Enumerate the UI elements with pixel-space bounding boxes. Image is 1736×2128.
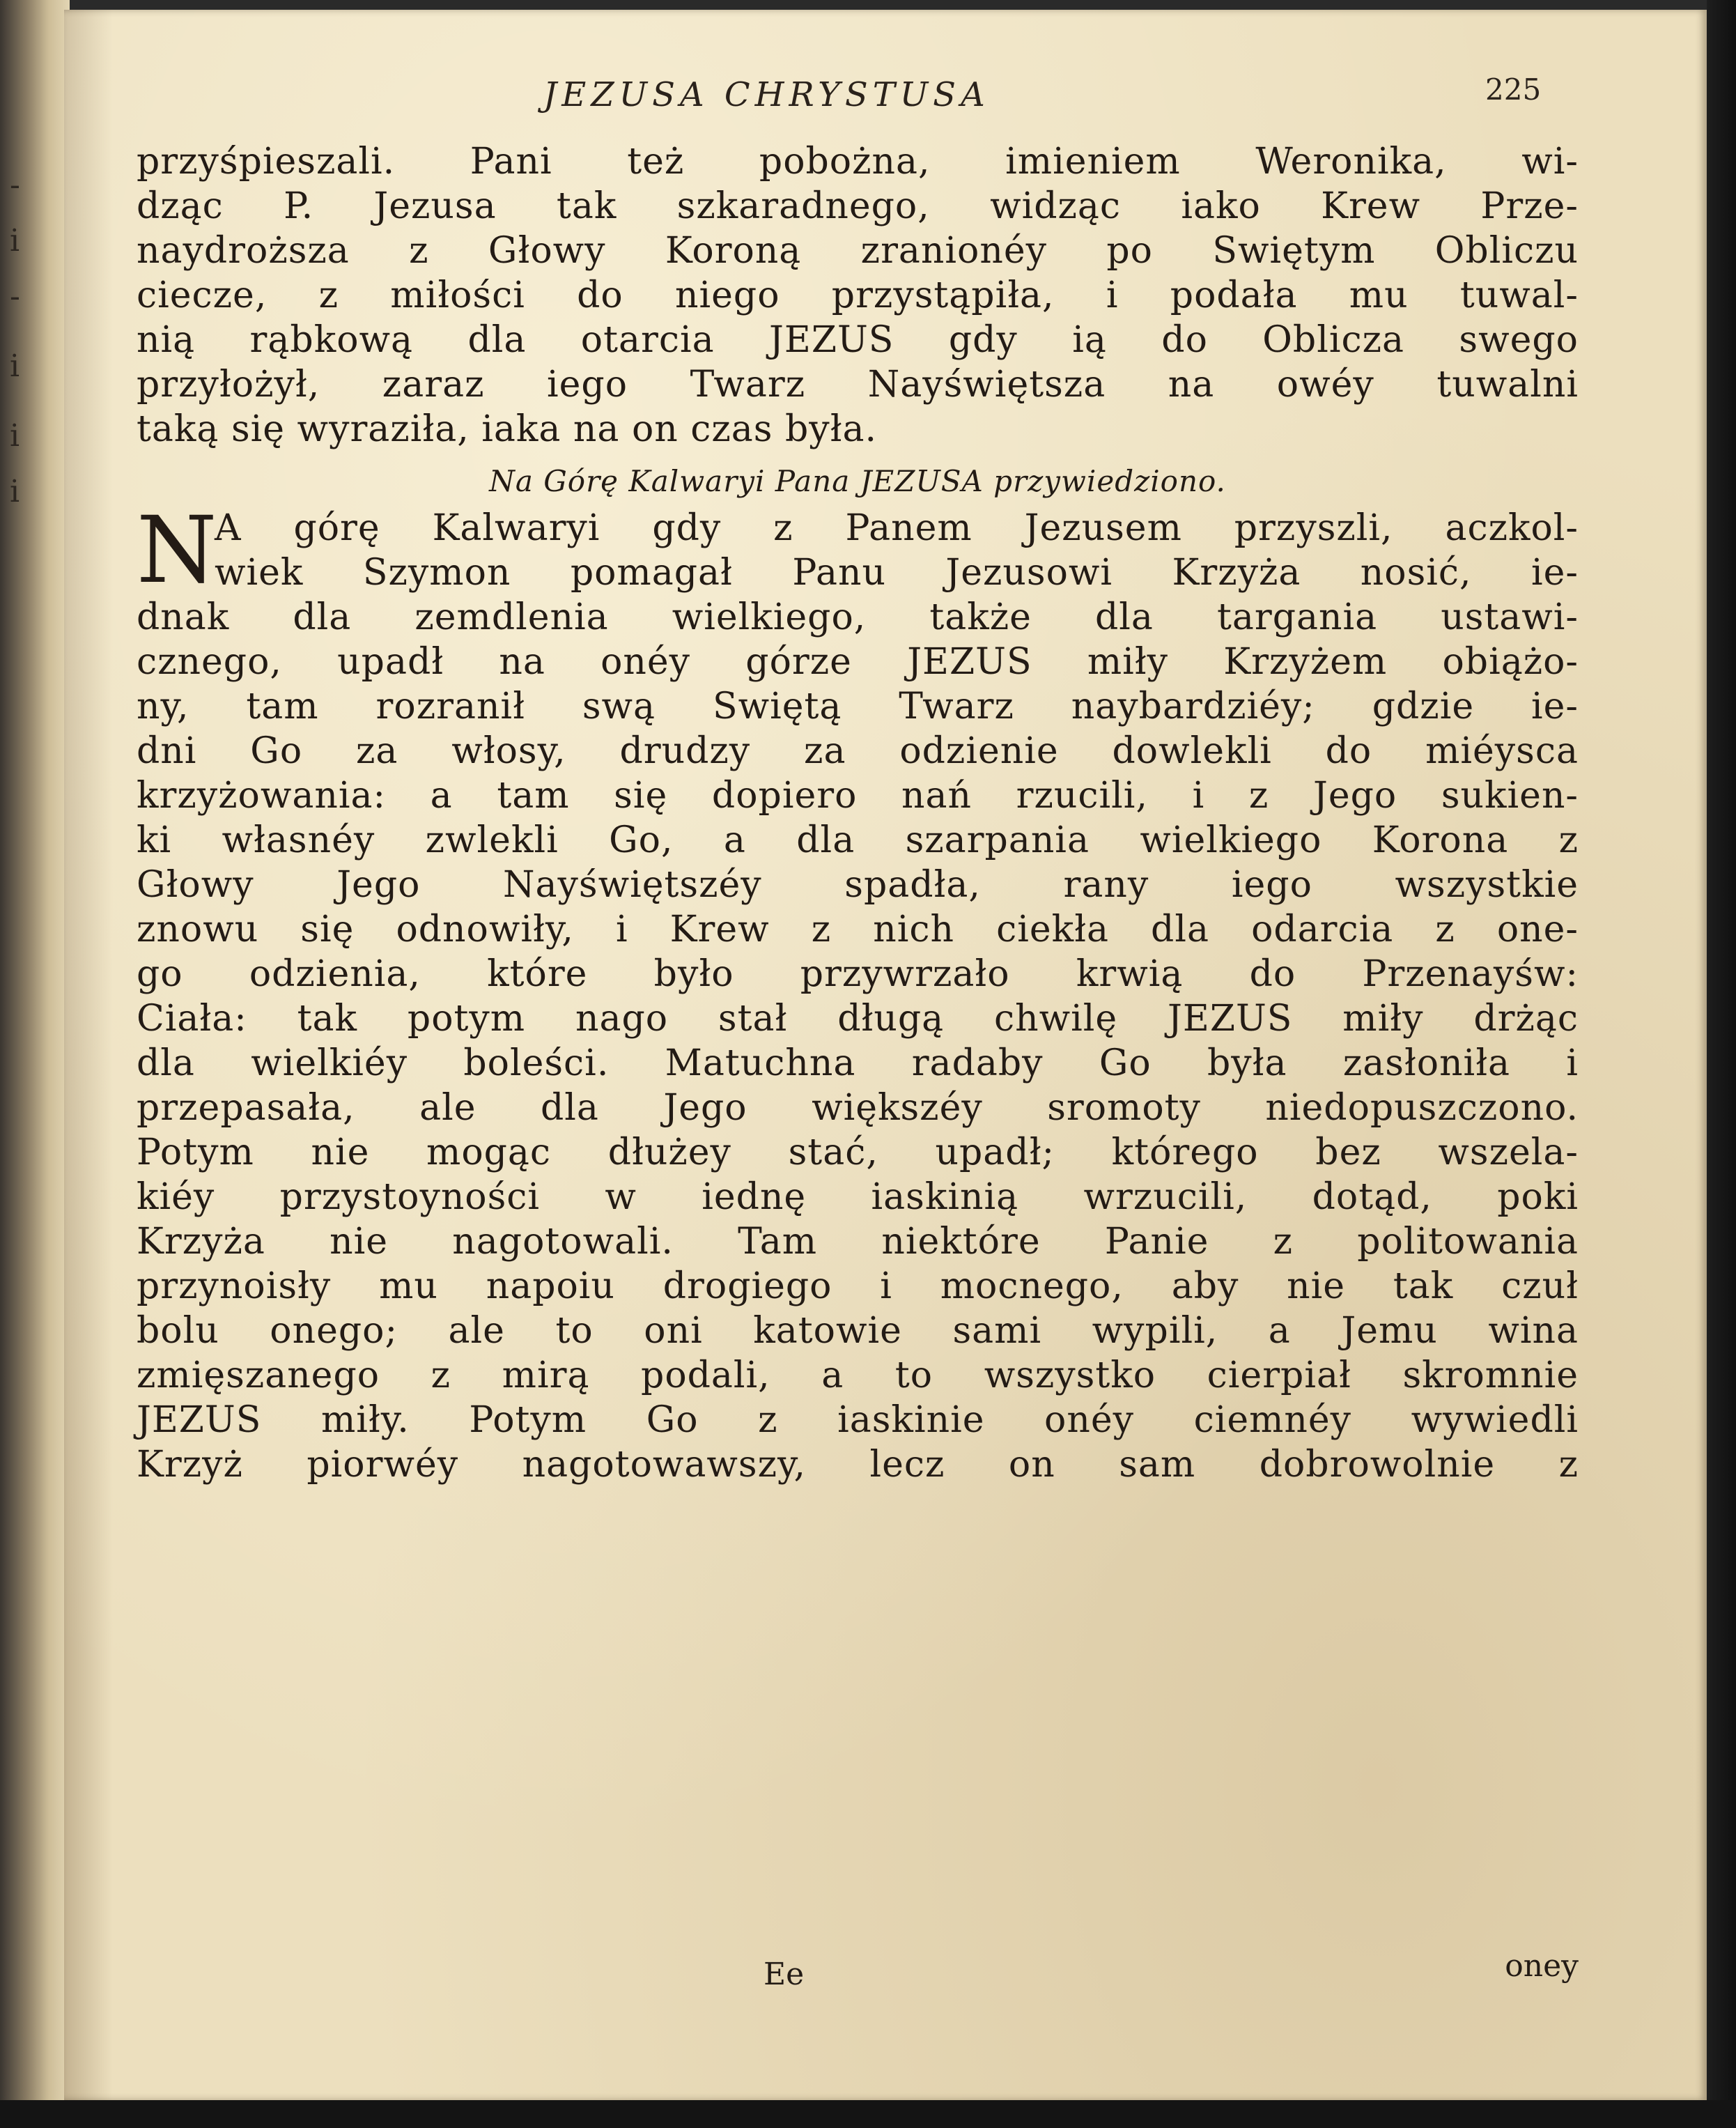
signature-mark: Ee (764, 1957, 805, 1992)
text-line: kiéy przystoyności w iednę iaskinią wrzucili, dotąd, poki (137, 1176, 1579, 1218)
left-book-edge (0, 0, 70, 2128)
text-line: Krzyża nie nagotowali. Tam niektóre Panie z politowania (137, 1221, 1579, 1263)
text-line: cznego, upadł na onéy górze JEZUS miły Krzyżem obiążo- (137, 641, 1579, 683)
text-line: Ciała: tak potym nago stał długą chwilę JEZUS miły drżąc (137, 998, 1579, 1040)
scan-border-bottom (0, 2100, 1736, 2128)
text-line: taką się wyraziła, iaka na on czas była. (137, 408, 878, 450)
scan-border-right (1707, 0, 1736, 2128)
paragraph-weronika (137, 139, 1579, 452)
text-line: ki własnéy zwlekli Go, a dla szarpania wielkiego Korona z (137, 819, 1579, 861)
margin-fragment: - (10, 279, 20, 314)
text-line: dząc P. Jezusa tak szkaradnego, widząc iako Krew Prze- (137, 185, 1579, 227)
text-line: znowu się odnowiły, i Krew z nich ciekła dla odarcia z one- (137, 909, 1579, 950)
text-line: go odzienia, które było przywrzało krwią do Przenayśw: (137, 953, 1579, 995)
text-line: krzyżowania: a tam się dopiero nań rzucili, i z Jego sukien- (137, 775, 1579, 817)
section-paragraph (137, 497, 1579, 1487)
text-line: Krzyż piorwéy nagotowawszy, lecz on sam dobrowolnie z (137, 1444, 1579, 1486)
text-line: zmięszanego z mirą podali, a to wszystko cierpiał skromnie (137, 1355, 1579, 1396)
text-line: nią rąbkową dla otarcia JEZUS gdy ią do Oblicza swego (137, 319, 1579, 361)
margin-fragment: i (10, 348, 20, 384)
text-line: dla wielkiéy boleści. Matuchna radaby Go była zasłoniła i (137, 1042, 1579, 1084)
margin-fragment: i (10, 474, 20, 509)
text-line: bolu onego; ale to oni katowie sami wypili, a Jemu wina (137, 1310, 1579, 1352)
text-line: przyłożył, zaraz iego Twarz Nayświętsza na owéy tuwalni (137, 364, 1579, 406)
text-line: Głowy Jego Nayświętszéy spadła, rany iego wszystkie (137, 864, 1579, 906)
text-line: wiek Szymon pomagał Panu Jezusowi Krzyża nosić, ie- (215, 552, 1579, 594)
catchword: oney (1505, 1948, 1579, 1984)
page-number: 225 (1485, 72, 1542, 107)
text-line: JEZUS miły. Potym Go z iaskinie onéy ciemnéy wywiedli (137, 1399, 1579, 1441)
text-line: przepasała, ale dla Jego większéy sromoty niedopuszczono. (137, 1087, 1579, 1129)
page-footer (137, 1948, 1579, 1998)
text-line: A górę Kalwaryi gdy z Panem Jezusem przyszli, aczkol- (215, 507, 1579, 549)
text-line: ny, tam rozranił swą Swiętą Twarz naybardziéy; gdzie ie- (137, 686, 1579, 727)
text-line: przynoisły mu napoiu drogiego i mocnego, aby nie tak czuł (137, 1265, 1579, 1307)
text-line: ciecze, z miłości do niego przystąpiła, i podała mu tuwal- (137, 275, 1579, 316)
section-heading: Na Górę Kalwaryi Pana JEZUSA przywiedziono. (489, 464, 1226, 498)
margin-fragment: i (10, 418, 20, 454)
text-line: dni Go za włosy, drudzy za odzienie dowlekli do miéysca (137, 730, 1579, 772)
text-line: naydroższa z Głowy Koroną zranionéy po Swiętym Obliczu (137, 230, 1579, 272)
running-title: JEZUSA CHRYSTUSA (543, 75, 990, 114)
margin-fragment: - (10, 167, 20, 203)
margin-fragment: i (10, 223, 20, 259)
text-line: dnak dla zemdlenia wielkiego, także dla targania ustawi- (137, 596, 1579, 638)
page-text (137, 139, 1579, 1487)
drop-cap: N (137, 497, 217, 604)
text-line: przyśpieszali. Pani też pobożna, imieniem Weronika, wi- (137, 141, 1579, 183)
text-line: Potym nie mogąc dłużey stać, upadł; którego bez wszela- (137, 1132, 1579, 1173)
